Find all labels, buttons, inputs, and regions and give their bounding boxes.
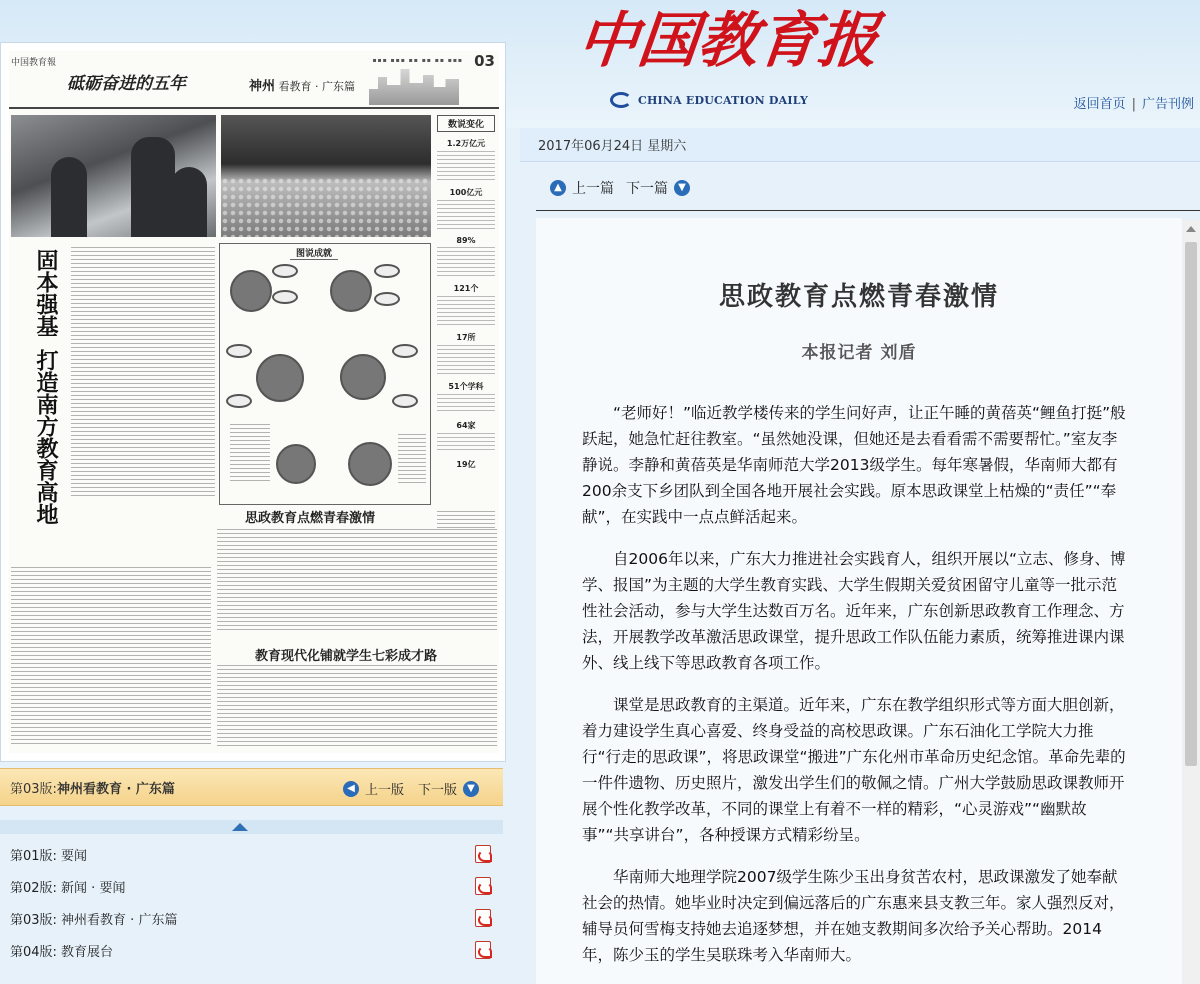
prev-article-icon[interactable]: ▲ [550,180,566,196]
page-banner: 砥砺奋进的五年 [67,74,186,94]
stat-value: 17所 [456,333,476,342]
text-column [437,511,495,531]
prev-edition-icon[interactable]: ◀ [343,781,359,797]
vertical-headline-line2: 打造南方教育高地 [33,349,59,525]
date-bar [520,128,1200,162]
text-column [71,247,215,499]
edition-item[interactable] [0,838,503,870]
edition-item-label[interactable]: 第01版: 要闻 [10,848,88,864]
edition-item[interactable] [0,934,503,966]
site-logo[interactable] [574,6,882,118]
article-author: 本报记者 刘盾 [801,343,917,363]
edition-list [0,838,503,966]
page-banner-right: 神州 看教育 · 广东篇 [249,79,356,94]
article-panel [520,128,1200,984]
photo-classroom [11,115,216,237]
prev-edition-link[interactable]: 上一版 [364,783,404,798]
skyline-graphic [369,65,459,105]
text-column [217,529,497,633]
edition-item[interactable] [0,870,503,902]
article-paragraph: 课堂是思政教育的主渠道。近年来，广东在教学组织形式等方面大胆创新，着力建设学生真心喜爱、终身受益的高校思政课。广东石油化工学院大力推行“行走的思政课”，将思政课堂“搬进”广东化州市革命历史纪念馆。革命先辈的一件件遗物、历史照片，激发出学生们的敬佩之情。广州大学鼓励思政课教师开展个性化教学改革，不同的课堂上有着不一样的精彩，“心灵游戏”“幽默故事”“共享讲台”，各种授课方式精彩纷呈。 [582,696,1126,844]
page-headline-1[interactable]: 思政教育点燃青春激情 [245,511,376,526]
pdf-icon[interactable] [475,941,491,959]
article-paragraph: 华南师大地理学院2007级学生陈少玉出身贫苦农村，思政课激发了她奉献社会的热情。她毕业时决定到偏远落后的广东惠来县支教三年。家人强烈反对，辅导员何雪梅支持她去追逐梦想，并在她支教期间多次给予关心帮助。2014年，陈少玉的学生吴联珠考入华南师大。 [582,868,1125,964]
stat-value: 1.2万亿元 [446,139,486,148]
edition-nav [343,779,479,798]
edition-item-label[interactable]: 第04版: 教育展台 [10,944,114,960]
photo-performance [221,115,431,237]
next-edition-icon[interactable]: ▼ [463,781,479,797]
page-masthead-logo: 中国教育報 [11,58,57,68]
page-number: 03 [474,52,495,70]
edition-item-label[interactable]: 第02版: 新闻 · 要闻 [10,880,126,896]
edition-item[interactable] [0,902,503,934]
text-column [217,665,497,749]
page-masthead [9,51,499,109]
stats-sidebar [437,115,495,515]
logo-english [610,92,808,108]
infographic-box [219,243,431,505]
article-body [582,400,1130,984]
ad-rates-link[interactable]: 广告刊例 [1141,97,1194,112]
newspaper-page-viewer [0,42,506,762]
infographic-title: 图说成就 [290,246,338,260]
link-separator: | [1131,97,1136,112]
scrollbar-thumb[interactable] [1185,242,1197,766]
article-paragraph: 自2006年以来，广东大力推进社会实践育人，组织开展以“立志、修身、博学、报国”为主题的大学生教育实践、大学生假期关爱贫困留守儿童等一批示范性社会活动，参与大学生达数百万名。近年来，广东创新思政教育工作理念、方法，开展教学改革激活思政课堂，提升思政工作队伍能力素质，统筹推进课内课外、线上线下等思政教育各项工作。 [582,550,1126,672]
page-masthead-meta: ▪▪▪ ▪▪▪ ▪▪ ▪▪ ▪▪ ▪▪▪ [372,57,463,64]
stat-value: 89% [456,236,476,245]
vertical-headline [23,249,69,525]
next-article-icon[interactable]: ▼ [674,180,690,196]
next-article-link[interactable]: 下一篇 [626,181,668,197]
stat-value: 64家 [456,421,476,430]
article-paragraph: “老师好！”临近教学楼传来的学生问好声，让正午睡的黄蓓英“鲤鱼打挺”般跃起，她急忙赶往教室。“虽然她没课，但她还是去看看需不需要帮忙。”室友李静说。李静和黄蓓英是华南师范大学2013级学生。每年寒暑假，华南师大都有200余支下乡团队到全国各地开展社会实践。原本思政课堂上枯燥的“责任”“奉献”，在实践中一点点鲜活起来。 [582,404,1126,526]
article-nav [550,178,690,198]
issue-date: 2017年06月24日 星期六 [538,139,687,154]
scroll-up-arrow-icon[interactable] [1186,226,1196,232]
stat-value: 19亿 [456,460,476,469]
current-edition-name: 神州看教育 · 广东篇 [56,781,175,797]
collapse-toggle[interactable] [0,820,503,834]
edition-item-label[interactable]: 第03版: 神州看教育 · 广东篇 [10,912,178,928]
pdf-icon[interactable] [475,845,491,863]
stat-value: 121个 [453,284,479,293]
pdf-icon[interactable] [475,909,491,927]
text-column [11,567,211,747]
pdf-icon[interactable] [475,877,491,895]
newspaper-page-image[interactable] [9,51,499,753]
collapse-up-icon [232,823,248,831]
current-edition-bar [0,768,503,806]
next-edition-link[interactable]: 下一版 [417,783,457,798]
article-title: 思政教育点燃青春激情 [718,282,999,312]
stats-title: 数说变化 [437,115,495,132]
article-scrollbar[interactable] [1182,220,1200,984]
page-headline-2[interactable]: 教育现代化铺就学生七彩成才路 [255,649,438,664]
home-link[interactable]: 返回首页 [1073,97,1126,112]
vertical-headline-line1: 固本强基 [33,249,59,337]
article-content [536,218,1182,984]
stat-value: 51个学科 [448,382,484,391]
divider [536,210,1200,211]
logo-english-text: CHINA EDUCATION DAILY [638,93,809,107]
logo-ring-icon [610,92,632,108]
top-links [1074,93,1194,112]
current-edition-label: 第03版: [10,781,57,797]
logo-chinese: 中国教育报 [574,6,882,76]
stat-value: 100亿元 [449,188,483,197]
prev-article-link[interactable]: 上一篇 [572,181,614,197]
